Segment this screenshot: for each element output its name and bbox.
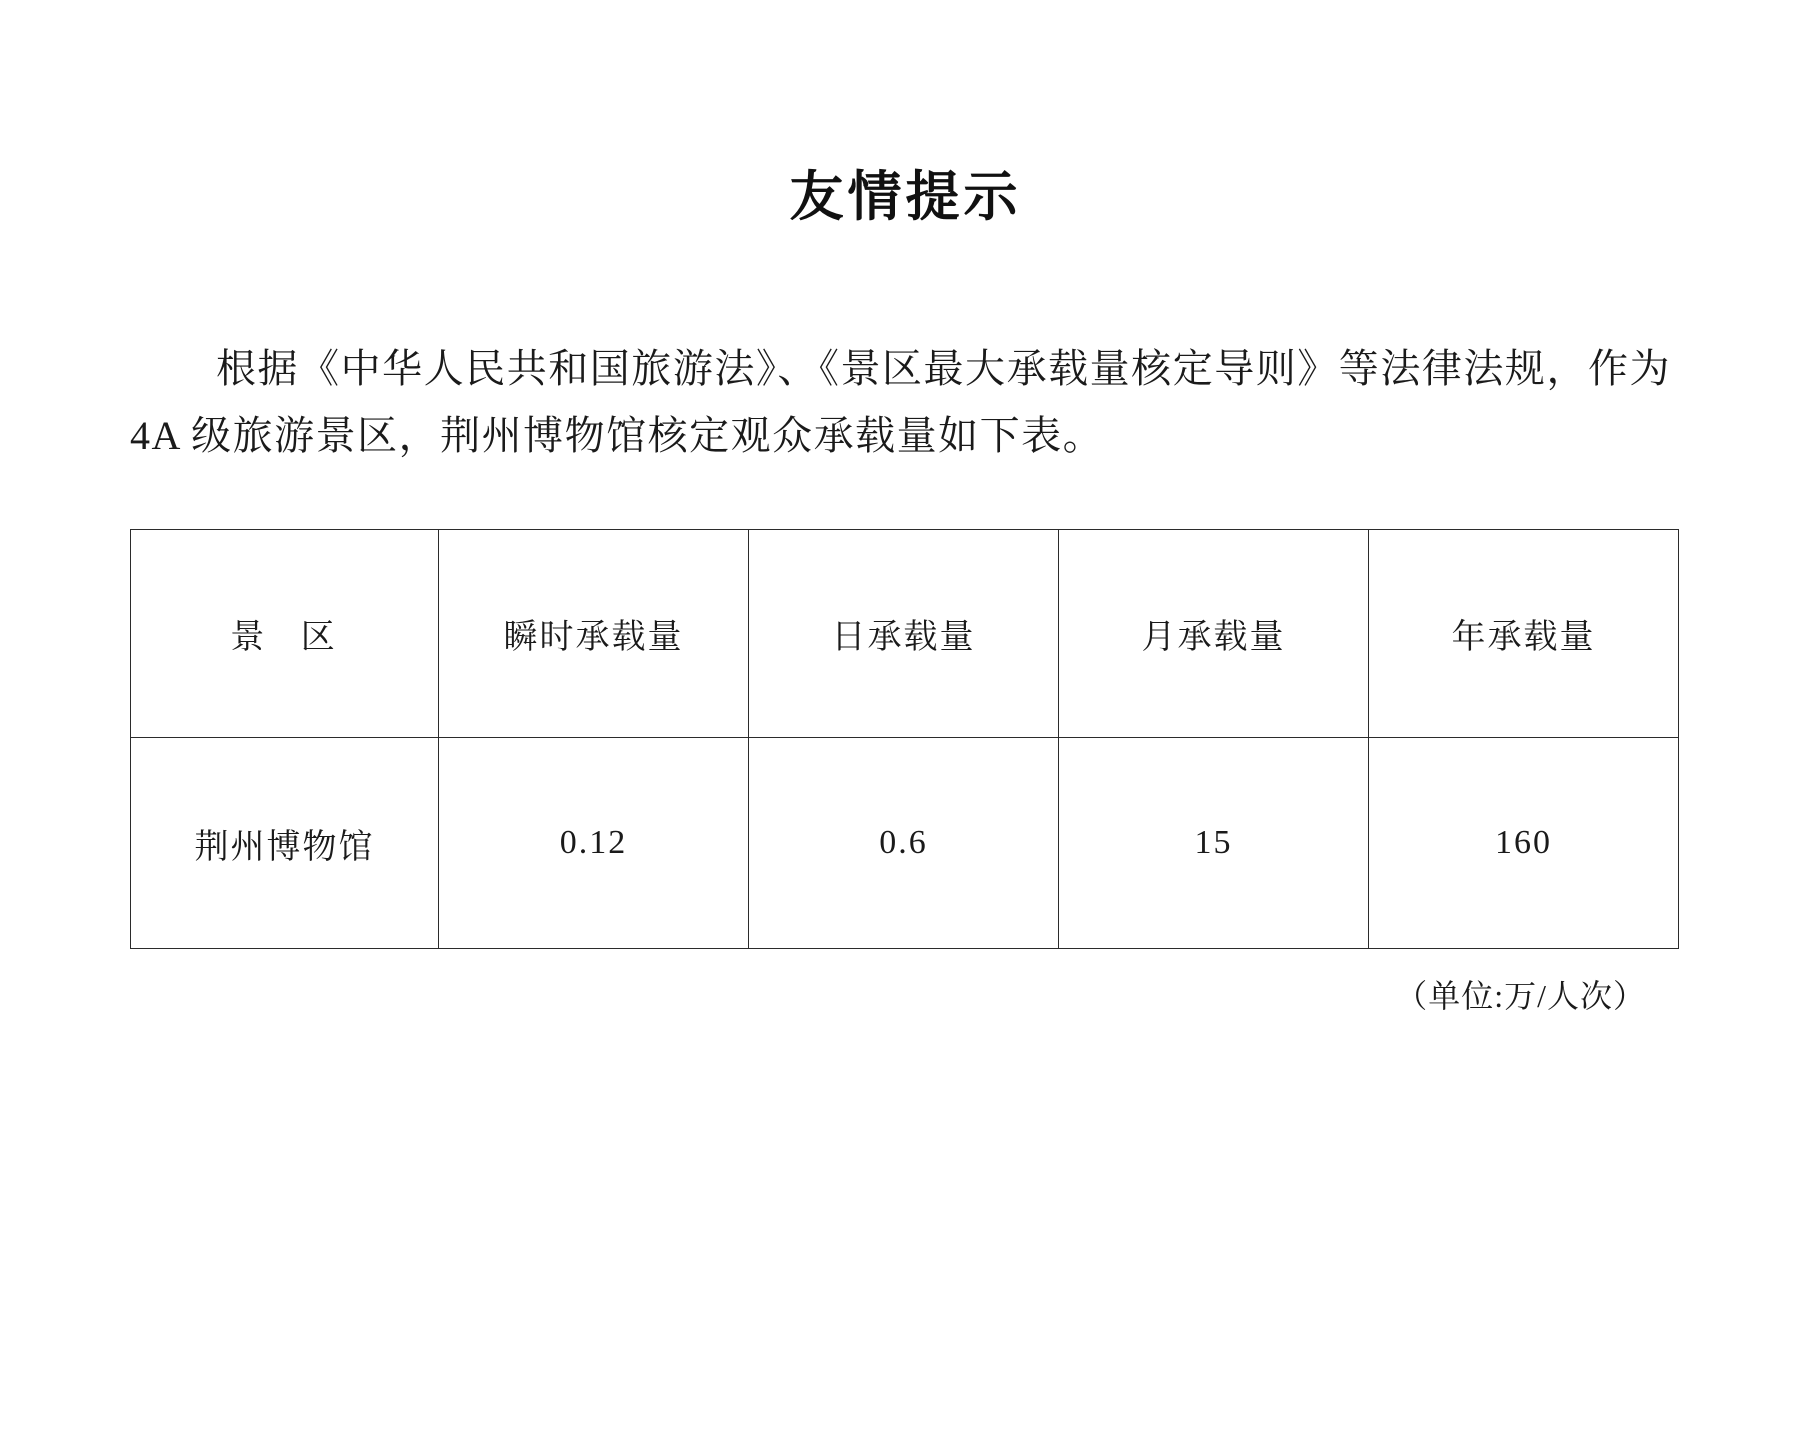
cell-instant-capacity: 0.12 (439, 738, 749, 949)
table-row (131, 738, 1679, 949)
cell-daily-capacity: 0.6 (749, 738, 1059, 949)
page-title: 友情提示 (789, 167, 1022, 227)
table-header-cell-monthly: 月承载量 (1059, 530, 1369, 738)
table-header-cell-yearly: 年承载量 (1369, 530, 1679, 738)
capacity-table-wrapper (120, 529, 1691, 1017)
cell-scenic-area: 荆州博物馆 (131, 738, 439, 949)
table-header-cell-scenic (131, 530, 439, 738)
cell-monthly-capacity: 15 (1059, 738, 1369, 949)
cell-yearly-capacity: 160 (1369, 738, 1679, 949)
paragraph-text: 根据《中华人民共和国旅游法》、《景区最大承载量核定导则》等法律法规，作为 4A 级旅游景区，荆州博物馆核定观众承载量如下表。 (130, 345, 1671, 458)
table-header-row (131, 530, 1679, 738)
table-header-cell-instant: 瞬时承载量 (439, 530, 749, 738)
table-header-cell-daily: 日承载量 (749, 530, 1059, 738)
header-label-scenic: 景 区 (230, 619, 349, 657)
document-page (0, 165, 1811, 1445)
body-paragraph (120, 335, 1691, 469)
unit-note: （单位:万/人次） (1395, 978, 1646, 1015)
capacity-table (130, 529, 1679, 949)
